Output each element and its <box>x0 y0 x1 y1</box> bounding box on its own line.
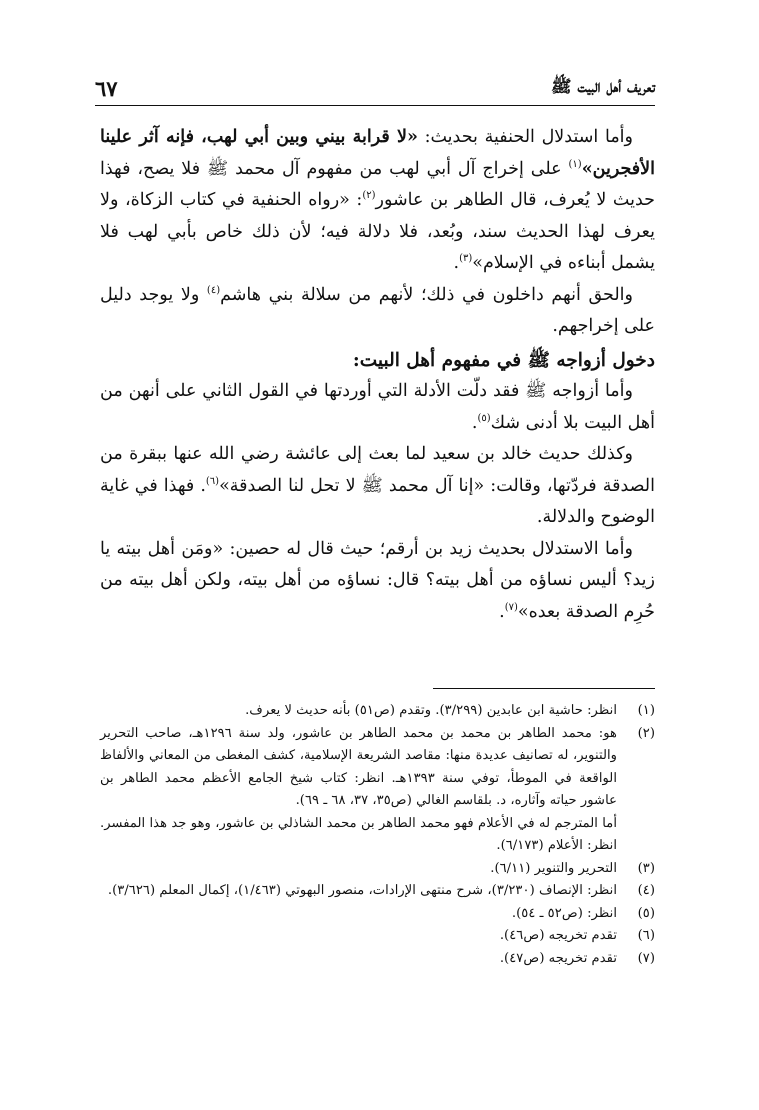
footnote-2 <box>100 723 655 813</box>
paragraph-banu-hashim <box>100 280 655 343</box>
section-heading: دخول أزواجه ﷺ في مفهوم أهل البيت: <box>352 349 655 371</box>
footnote-text: انظر: (ص٥٢ ـ ٥٤). <box>511 905 617 921</box>
footnote-ref-6: (٦) <box>205 475 220 487</box>
footnote-text: التحرير والتنوير (٦/١١). <box>490 860 617 876</box>
footnote-ref-3: (٣) <box>459 253 473 265</box>
footnote-number: (٣) <box>637 860 655 876</box>
paragraph-khalid-hadith <box>100 439 655 534</box>
footnote-text: انظر: الإنصاف (٣/٢٣٠)، شرح منتهى الإرادات، منصور البهوتي (١/٤٦٣)، إكمال المعلم (٣/٦٢٦). <box>107 883 617 898</box>
footnote-number: (٢) <box>637 725 655 741</box>
footnote-ref-7: (٧) <box>504 601 518 613</box>
page-header <box>95 72 655 106</box>
footnote-text: تقدم تخريجه (ص٤٦). <box>499 928 617 943</box>
text-span: : «رواه الحنفية في كتاب الزكاة، ولا يعرف لهذا الحديث سند، وبُعد، فلا دلالة فيه؛ لأن ذلك خاص بأبي لهب فلا يشمل أبناءه في الإسلام» <box>100 190 655 273</box>
footnote-ref-2: (٢) <box>362 190 376 202</box>
main-text <box>100 122 655 628</box>
footnote-text: تقدم تخريجه (ص٤٧). <box>499 950 617 966</box>
footnote-number: (٦) <box>637 928 655 943</box>
running-title: تعريف أهل البيت ﷺ <box>551 77 655 97</box>
footnote-text: هو: محمد الطاهر بن محمد بن محمد الطاهر بن عاشور، ولد سنة ١٢٩٦هـ، صاحب التحرير والتنوير، له تصانيف عديدة منها: مقاصد الشريعة الإسلامية، كشف المغطى من المعاني والألفاظ الواقعة في الموطأ، توفي سنة ١٣٩٣هـ. انظر: كتاب شيخ الجامع الأعظم محمد الطاهر بن عاشور حياته وآثاره، د. بلقاسم الغالي (ص٣٥، ٣٧، ٦٨ ـ ٦٩). <box>100 725 617 808</box>
footnote-text: انظر: حاشية ابن عابدين (٣/٢٩٩). وتقدم (ص٥١) بأنه حديث لا يعرف. <box>245 703 617 718</box>
footnote-ref-5: (٥) <box>477 412 491 424</box>
hadith-quote: «لا قرابة بيني وبين أبي لهب، فإنه آثر علينا الأفجرين» <box>100 127 655 179</box>
text-span: وأما أزواجه ﷺ فقد دلّت الأدلة التي أوردتها في القول الثاني على أنهن من أهل البيت بلا أدنى شك <box>100 381 655 433</box>
footnote-7 <box>100 948 655 971</box>
page-number: ٦٧ <box>95 76 118 101</box>
footnote-number: (٧) <box>637 950 655 966</box>
footnote-divider <box>433 688 655 689</box>
text-span: وأما الاستدلال بحديث زيد بن أرقم؛ حيث قال له حصين: «ومَن أهل بيته يا زيد؟ أليس نساؤه من أهل بيته؟ قال: نساؤه من أهل بيته، ولكن أهل بيته من حُرِم الصدقة بعده» <box>100 538 655 622</box>
footnote-3 <box>100 858 655 881</box>
footnote-number: (٥) <box>637 905 655 921</box>
text-span: وأما استدلال الحنفية بحديث: <box>417 127 633 147</box>
text-span: . فهذا في غاية الوضوح والدلالة. <box>100 475 655 527</box>
paragraph-wives <box>100 376 655 439</box>
text-span: . <box>499 601 505 622</box>
footnotes <box>100 700 655 970</box>
footnote-number: (١) <box>637 703 655 718</box>
text-span: والحق أنهم داخلون في ذلك؛ لأنهم من سلالة بني هاشم <box>220 284 633 305</box>
footnote-1 <box>100 700 655 723</box>
footnote-number: (٤) <box>637 883 655 898</box>
text-span: . <box>471 412 478 433</box>
footnote-ref-1: (١) <box>568 158 582 170</box>
paragraph-zayd-hadith <box>100 534 655 629</box>
text-span: . <box>453 253 460 273</box>
footnote-4 <box>100 880 655 903</box>
paragraph-abu-lahab <box>100 122 655 280</box>
footnote-6 <box>100 925 655 948</box>
text-span: على إخراج آل أبي لهب من مفهوم آل محمد ﷺ فلا يصح، فهذا حديث لا يُعرف، قال الطاهر بن عاشور <box>100 158 655 210</box>
text-span: وكذلك حديث خالد بن سعيد لما بعث إلى عائشة رضي الله عنها ببقرة من الصدقة فردّتها، وقالت: «إنا آل محمد ﷺ لا تحل لنا الصدقة» <box>100 444 655 496</box>
footnote-ref-4: (٤) <box>206 284 221 296</box>
footnote-2-continuation: أما المترجم له في الأعلام فهو محمد الطاهر بن محمد الشاذلي بن عاشور، وهو جد هذا المفسر. انظر: الأعلام (٦/١٧٣). <box>100 815 617 853</box>
text-span: ولا يوجد دليل على إخراجهم. <box>100 284 655 336</box>
footnote-5 <box>100 903 655 926</box>
